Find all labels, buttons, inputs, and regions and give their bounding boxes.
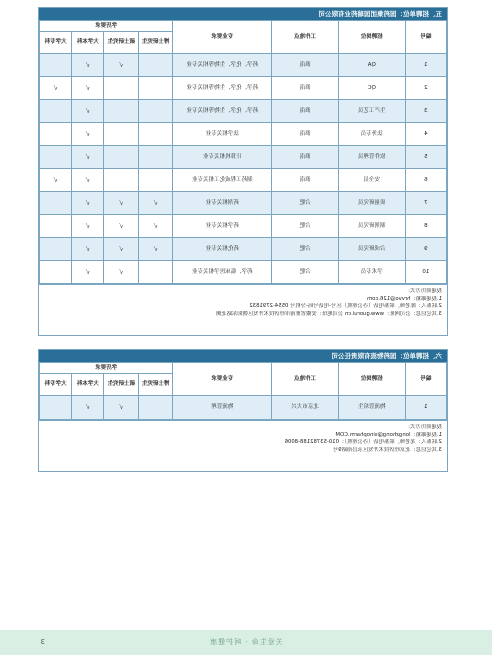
header-bachelor: 大学本科 — [72, 374, 104, 396]
post-cell: QA — [338, 54, 405, 77]
bachelor-cell: √ — [72, 396, 104, 420]
header-phd: 博士研究生 — [138, 374, 172, 396]
header-bachelor: 大学本科 — [72, 32, 104, 54]
master-cell — [104, 146, 138, 169]
table-row — [40, 238, 447, 261]
phd-cell — [138, 54, 172, 77]
notes-heading: 投递简历方式： — [404, 288, 442, 294]
master-cell: √ — [104, 54, 138, 77]
phd-cell — [138, 169, 172, 192]
footer-slogan: 关爱生命 · 呵护健康 — [209, 638, 283, 646]
place-cell: 淮南 — [272, 146, 339, 169]
post-cell: 质量研究员 — [338, 192, 405, 215]
application-notes — [39, 284, 447, 335]
table-row — [40, 54, 447, 77]
post-cell: QC — [338, 77, 405, 100]
row-number: 6 — [405, 169, 446, 192]
row-number: 1 — [405, 54, 446, 77]
master-cell — [104, 123, 138, 146]
phd-cell: √ — [138, 238, 172, 261]
phd-cell — [138, 146, 172, 169]
place-cell: 淮南 — [272, 100, 339, 123]
major-cell: 药学相关专业 — [173, 215, 272, 238]
post-cell: 软件管理员 — [338, 146, 405, 169]
major-cell: 药学、化学、生物等相关专业 — [173, 77, 272, 100]
row-number: 3 — [405, 100, 446, 123]
major-cell: 药化相关专业 — [173, 238, 272, 261]
section-guorui — [38, 7, 448, 336]
header-master: 硕士研究生 — [104, 374, 138, 396]
phd-cell — [138, 123, 172, 146]
bachelor-cell: √ — [72, 54, 104, 77]
header-education: 学历要求 — [40, 363, 173, 374]
section-title: 六、招聘单位：国药物流有限责任公司 — [39, 350, 447, 362]
master-cell — [104, 100, 138, 123]
bachelor-cell: √ — [72, 100, 104, 123]
row-number: 4 — [405, 123, 446, 146]
recruitment-table — [39, 20, 447, 284]
table-row — [40, 396, 447, 420]
post-cell: 生产工艺员 — [338, 100, 405, 123]
place-cell: 淮南 — [272, 77, 339, 100]
major-cell: 计算机相关专业 — [173, 146, 272, 169]
master-cell: √ — [104, 192, 138, 215]
notes-heading: 投递简历方式： — [404, 424, 442, 430]
place-cell: 合肥 — [272, 192, 339, 215]
college-cell: √ — [40, 77, 72, 100]
header-major: 专业要求 — [173, 363, 272, 396]
major-cell: 药学、临床医学相关专业 — [173, 261, 272, 284]
bachelor-cell: √ — [72, 261, 104, 284]
table-row — [40, 123, 447, 146]
page-number: 3 — [40, 638, 45, 646]
row-number: 2 — [405, 77, 446, 100]
header-major: 专业要求 — [173, 21, 272, 54]
recruitment-table — [39, 362, 447, 420]
college-cell — [40, 192, 72, 215]
application-notes — [39, 420, 447, 471]
major-cell: 制药工程或化工相关专业 — [173, 169, 272, 192]
college-cell — [40, 146, 72, 169]
row-number: 10 — [405, 261, 446, 284]
college-cell — [40, 54, 72, 77]
bachelor-cell: √ — [72, 77, 104, 100]
place-cell: 淮南 — [272, 123, 339, 146]
header-place: 工作地点 — [272, 21, 339, 54]
table-row — [40, 261, 447, 284]
section-title: 五、招聘单位：国药集团国瑞药业有限公司 — [39, 8, 447, 20]
college-cell — [40, 215, 72, 238]
notes-contact: 2.联系人：龙老师，联系电话（办公座机）：010-53782188-8006 — [284, 439, 442, 446]
post-cell: 制剂研究员 — [338, 215, 405, 238]
phd-cell — [138, 261, 172, 284]
header-master: 硕士研究生 — [104, 32, 138, 54]
major-cell: 物流管理 — [173, 396, 272, 420]
section-sinopharm-logistics — [38, 349, 448, 472]
table-row — [40, 100, 447, 123]
row-number: 9 — [405, 238, 446, 261]
master-cell — [104, 77, 138, 100]
bachelor-cell: √ — [72, 146, 104, 169]
table-row — [40, 192, 447, 215]
place-cell: 淮南 — [272, 169, 339, 192]
post-cell: 学术专员 — [338, 261, 405, 284]
major-cell: 法学相关专业 — [173, 123, 272, 146]
row-number: 8 — [405, 215, 446, 238]
header-no: 编号 — [405, 363, 446, 396]
major-cell: 药学、化学、生物等相关专业 — [173, 100, 272, 123]
table-row — [40, 215, 447, 238]
major-cell: 药剂相关专业 — [173, 192, 272, 215]
master-cell: √ — [104, 238, 138, 261]
place-cell: 合肥 — [272, 261, 339, 284]
notes-other: 3.其它信息：北京经济技术开发区永昌南路9号 — [332, 446, 442, 453]
notes-email: 1.投递邮箱：hrvvo@126.com — [367, 295, 442, 302]
phd-cell: √ — [138, 192, 172, 215]
post-cell: 安全员 — [338, 169, 405, 192]
header-no: 编号 — [405, 21, 446, 54]
post-cell: 法务专员 — [338, 123, 405, 146]
college-cell: √ — [40, 169, 72, 192]
college-cell — [40, 123, 72, 146]
header-college: 大学专科 — [40, 374, 72, 396]
bachelor-cell: √ — [72, 123, 104, 146]
college-cell — [40, 238, 72, 261]
phd-cell: √ — [138, 215, 172, 238]
row-number: 7 — [405, 192, 446, 215]
notes-other: 3.其它信息：公司网址：www.guorui.cn 公司地址：安徽省淮南市经济技术开发区朝阳东路北侧 — [216, 310, 442, 317]
phd-cell — [138, 396, 172, 420]
college-cell — [40, 100, 72, 123]
post-cell: 物流管培生 — [338, 396, 405, 420]
header-education: 学历要求 — [40, 21, 173, 32]
college-cell — [40, 396, 72, 420]
footer-band — [0, 630, 492, 655]
place-cell: 淮南 — [272, 54, 339, 77]
master-cell: √ — [104, 396, 138, 420]
place-cell: 合肥 — [272, 238, 339, 261]
row-number: 1 — [405, 396, 446, 420]
table-row — [40, 169, 447, 192]
header-post: 招聘岗位 — [338, 21, 405, 54]
header-place: 工作地点 — [272, 363, 339, 396]
college-cell — [40, 261, 72, 284]
master-cell: √ — [104, 261, 138, 284]
row-number: 5 — [405, 146, 446, 169]
header-college: 大学专科 — [40, 32, 72, 54]
table-row — [40, 146, 447, 169]
bachelor-cell: √ — [72, 215, 104, 238]
table-row — [40, 77, 447, 100]
master-cell: √ — [104, 215, 138, 238]
header-phd: 博士研究生 — [138, 32, 172, 54]
notes-email: 1.投递邮箱：longzhong@sinopharm.COM — [335, 431, 442, 438]
bachelor-cell: √ — [72, 169, 104, 192]
phd-cell — [138, 77, 172, 100]
place-cell: 北京市大兴 — [272, 396, 339, 420]
notes-contact: 2.联系人：陈老师，联系电话（办公座机）区号-电话号码-分机号 0554-2791832 — [249, 303, 442, 310]
place-cell: 合肥 — [272, 215, 339, 238]
header-post: 招聘岗位 — [338, 363, 405, 396]
bachelor-cell: √ — [72, 238, 104, 261]
phd-cell — [138, 100, 172, 123]
post-cell: 合成研究员 — [338, 238, 405, 261]
bachelor-cell: √ — [72, 192, 104, 215]
master-cell — [104, 169, 138, 192]
major-cell: 药学、化学、生物等相关专业 — [173, 54, 272, 77]
